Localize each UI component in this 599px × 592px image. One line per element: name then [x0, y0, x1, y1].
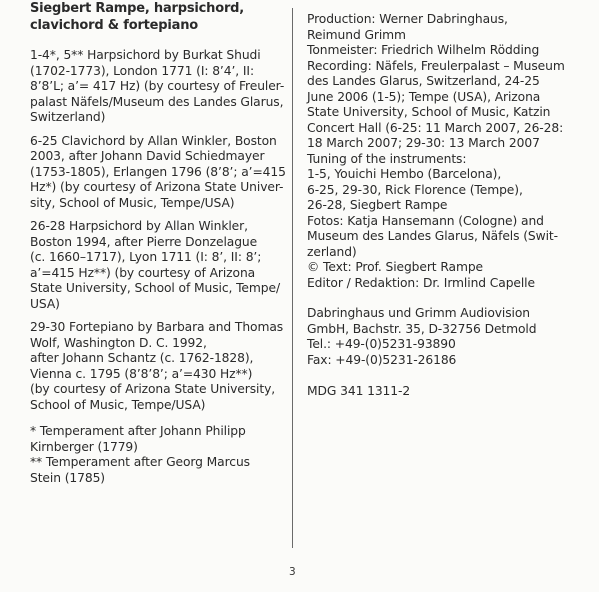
production-credits: Production: Werner Dabringhaus, Reimund Grimm Tonmeister: Friedrich Wilhelm Rödding Recording: Näfels, Freulerpalast – Museum des Landes Glarus, Switzerland, 24-25 June 2006 (1-5); Tempe (USA), Arizona State University, School of Music, Katzin Concert Hall (6-25: 11 March 2007, 26-28: 18 March 2007; 29-30: 13 March 2007 Tuning of the instruments: 1-5, Youichi Hembo (Barcelona), 6-25, 29-30, Rick Florence (Tempe), 26-28, Siegbert Rampe Fotos: Katja Hansemann (Cologne) and Museum des Landes Glarus, Näfels (Swit- zerland) © Text: Prof. Siegbert Rampe Editor / Redaktion: Dr. Irmlind Capelle	[307, 12, 565, 290]
page-number: 3	[289, 566, 296, 578]
instrument-paragraph-1: 1-4*, 5** Harpsichord by Burkat Shudi (1702-1773), London 1771 (I: 8’4’, II: 8’8’L; a’= 417 Hz) (by courtesy of Freuler- palast Näfels/Museum des Landes Glarus, Switzerland)	[30, 48, 285, 124]
column-divider	[292, 8, 293, 548]
publisher-address: Dabringhaus und Grimm Audiovision GmbH, Bachstr. 35, D-32756 Detmold Tel.: +49-(0)5231-93890 Fax: +49-(0)5231-26186	[307, 306, 537, 367]
instrument-paragraph-4: 29-30 Fortepiano by Barbara and Thomas Wolf, Washington D. C. 1992, after Johann Schantz (c. 1762-1828), Vienna c. 1795 (8’8’8’; a’=430 Hz**) (by courtesy of Arizona State University, School of Music, Tempe/USA)	[30, 320, 284, 412]
left-column	[30, 0, 292, 486]
performer-heading: Siegbert Rampe, harpsichord, clavichord & fortepiano	[30, 1, 245, 33]
catalog-number: MDG 341 1311-2	[307, 384, 411, 398]
instrument-paragraph-2: 6-25 Clavichord by Allan Winkler, Boston 2003, after Johann David Schiedmayer (1753-1805), Erlangen 1796 (8’8’; a’=415 Hz*) (by courtesy of Arizona State Univer- sity, School of Music, Tempe/USA)	[30, 133, 286, 210]
temperament-footnotes: * Temperament after Johann Philipp Kirnberger (1779) ** Temperament after Georg Marcus Stein (1785)	[30, 424, 250, 485]
instrument-paragraph-3: 26-28 Harpsichord by Allan Winkler, Boston 1994, after Pierre Donzelague (c. 1660–1717), Lyon 1711 (I: 8’, II: 8’; a’=415 Hz**) (by courtesy of Arizona State University, School of Music, Tempe/ USA)	[30, 219, 280, 311]
right-column	[307, 0, 589, 400]
